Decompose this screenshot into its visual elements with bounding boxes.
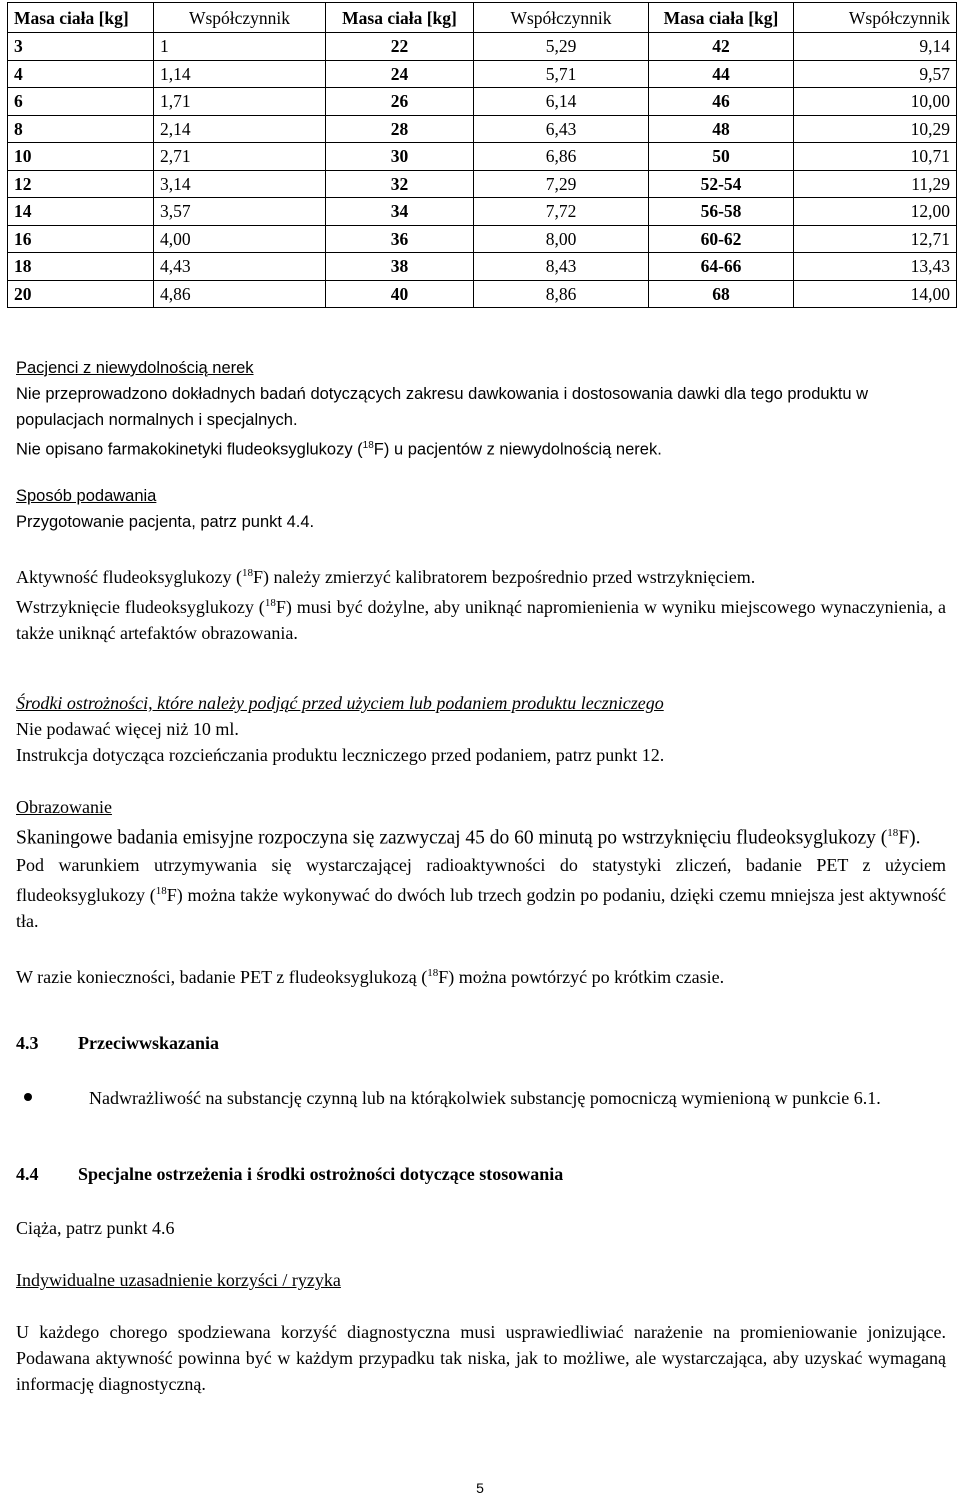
table-cell-coefficient: 2,71 — [154, 143, 326, 171]
table-cell-coefficient: 6,43 — [474, 115, 649, 143]
imaging-paragraph-2: Pod warunkiem utrzymywania się wystarczającej radioaktywności do statystyki zliczeń, badanie PET z użyciem fludeoksyglukozy ($^{18}$F) można także wykonywać do dwóch lub trzech godzin po podaniu, dzięki czemu mniejsza jest aktywność tła. — [16, 854, 946, 931]
table-row — [8, 33, 957, 61]
renal-paragraph-2: Nie opisano farmakokinetyki fludeoksyglukozy ($^{18}$F) u pacjentów z niewydolnością nerek. — [16, 440, 662, 459]
table-cell-mass: 34 — [326, 198, 474, 226]
precautions-line-1: Nie podawać więcej niż 10 ml. — [16, 719, 239, 739]
table-cell-coefficient: 4,43 — [154, 253, 326, 281]
table-cell-coefficient: 4,86 — [154, 280, 326, 308]
table-cell-coefficient: 1,71 — [154, 88, 326, 116]
table-cell-mass: 22 — [326, 33, 474, 61]
table-cell-coefficient: 7,29 — [474, 170, 649, 198]
table-cell-mass: 48 — [649, 115, 794, 143]
risk-title-block — [16, 1267, 946, 1293]
section-4-3-heading — [16, 1033, 219, 1054]
table-cell-mass: 26 — [326, 88, 474, 116]
risk-title: Indywidualne uzasadnienie korzyści / ryzyka — [16, 1270, 341, 1290]
table-cell-coefficient: 10,29 — [794, 115, 957, 143]
table-cell-coefficient: 4,00 — [154, 225, 326, 253]
table-cell-mass: 10 — [8, 143, 154, 171]
table-cell-coefficient: 5,71 — [474, 60, 649, 88]
table-cell-coefficient: 10,00 — [794, 88, 957, 116]
table-cell-coefficient: 6,14 — [474, 88, 649, 116]
table-row — [8, 253, 957, 281]
table-cell-coefficient: 6,86 — [474, 143, 649, 171]
table-cell-mass: 6 — [8, 88, 154, 116]
table-cell-coefficient: 8,86 — [474, 280, 649, 308]
section-4-3-number: 4.3 — [16, 1033, 39, 1053]
table-cell-coefficient: 8,00 — [474, 225, 649, 253]
table-cell-coefficient: 2,14 — [154, 115, 326, 143]
table-cell-mass: 20 — [8, 280, 154, 308]
table-cell-mass: 68 — [649, 280, 794, 308]
table-cell-mass: 30 — [326, 143, 474, 171]
administration-section — [16, 483, 946, 535]
imaging-paragraph-1: Skaningowe badania emisyjne rozpoczyna się zazwyczaj 45 do 60 minutą po wstrzyknięciu fludeoksyglukozy ($^{18}$F). — [16, 827, 921, 849]
header-coef-2: Współczynnik — [474, 3, 649, 33]
table-header-row — [8, 3, 957, 33]
table-cell-coefficient: 12,00 — [794, 198, 957, 226]
contraindication-bullet — [16, 1085, 946, 1111]
dose-coefficient-table — [7, 2, 957, 308]
table-cell-coefficient: 1 — [154, 33, 326, 61]
table-cell-mass: 50 — [649, 143, 794, 171]
section-4-4-heading — [16, 1164, 563, 1185]
table-cell-coefficient: 12,71 — [794, 225, 957, 253]
table-row — [8, 225, 957, 253]
header-mass-1: Masa ciała [kg] — [8, 3, 154, 33]
table-cell-mass: 36 — [326, 225, 474, 253]
table-cell-coefficient: 14,00 — [794, 280, 957, 308]
table-row — [8, 115, 957, 143]
table-cell-mass: 24 — [326, 60, 474, 88]
activity-section — [16, 560, 946, 646]
imaging-title: Obrazowanie — [16, 797, 112, 817]
activity-line-2: Wstrzyknięcie fludeoksyglukozy ($^{18}$F) musi być dożylne, aby uniknąć napromienienia w wyniku miejscowego wynaczynienia, a także uniknąć artefaktów obrazowania. — [16, 597, 946, 643]
renal-paragraph-1: Nie przeprowadzono dokładnych badań dotyczących zakresu dawkowania i dostosowania dawki dla tego produktu w populacjach normalnych i specjalnych. — [16, 385, 869, 429]
table-cell-coefficient: 13,43 — [794, 253, 957, 281]
table-row — [8, 88, 957, 116]
bullet-dot-icon — [24, 1093, 32, 1101]
section-4-3-title: Przeciwwskazania — [78, 1033, 219, 1053]
contraindication-text: Nadwrażliwość na substancję czynną lub na którąkolwiek substancję pomocniczą wymienioną w punkcie 6.1. — [89, 1088, 881, 1108]
table-cell-coefficient: 8,43 — [474, 253, 649, 281]
table-cell-coefficient: 3,14 — [154, 170, 326, 198]
table-cell-mass: 44 — [649, 60, 794, 88]
table-cell-coefficient: 7,72 — [474, 198, 649, 226]
table-row — [8, 170, 957, 198]
table-cell-mass: 8 — [8, 115, 154, 143]
risk-paragraph: U każdego chorego spodziewana korzyść diagnostyczna musi usprawiedliwiać narażenie na promieniowanie jonizujące. Podawana aktywność powinna być w każdym przypadku tak niska, jak to możliwe, ale wystarczająca, aby uzyskać wymaganą informację diagnostyczną. — [16, 1322, 946, 1394]
table-row — [8, 280, 957, 308]
table-cell-mass: 18 — [8, 253, 154, 281]
table-cell-mass: 28 — [326, 115, 474, 143]
header-coef-3: Współczynnik — [794, 3, 957, 33]
table-cell-mass: 16 — [8, 225, 154, 253]
table-cell-mass: 60-62 — [649, 225, 794, 253]
page-number: 5 — [476, 1480, 484, 1496]
precautions-line-2: Instrukcja dotycząca rozcieńczania produktu leczniczego przed podaniem, patrz punkt 12. — [16, 745, 665, 765]
imaging-paragraph-3: W razie konieczności, badanie PET z fludeoksyglukozą ($^{18}$F) można powtórzyć po krótkim czasie. — [16, 966, 725, 987]
table-cell-coefficient: 9,57 — [794, 60, 957, 88]
section-4-4-number: 4.4 — [16, 1164, 39, 1184]
administration-title: Sposób podawania — [16, 487, 157, 505]
table-cell-mass: 52-54 — [649, 170, 794, 198]
header-coef-1: Współczynnik — [154, 3, 326, 33]
section-4-4-title: Specjalne ostrzeżenia i środki ostrożności dotyczące stosowania — [78, 1164, 564, 1184]
administration-paragraph: Przygotowanie pacjenta, patrz punkt 4.4. — [16, 513, 315, 531]
table-row — [8, 143, 957, 171]
renal-title: Pacjenci z niewydolnością nerek — [16, 359, 254, 377]
table-cell-mass: 38 — [326, 253, 474, 281]
table-cell-coefficient: 11,29 — [794, 170, 957, 198]
header-mass-3: Masa ciała [kg] — [649, 3, 794, 33]
precautions-section — [16, 690, 946, 768]
activity-line-1: Aktywność fludeoksyglukozy ($^{18}$F) należy zmierzyć kalibratorem bezpośrednio przed wstrzyknięciem. — [16, 567, 756, 587]
table-cell-mass: 56-58 — [649, 198, 794, 226]
table-cell-coefficient: 5,29 — [474, 33, 649, 61]
precautions-title: Środki ostrożności, które należy podjąć przed użyciem lub podaniem produktu leczniczego — [16, 693, 664, 713]
renal-section — [16, 355, 946, 463]
table-cell-mass: 64-66 — [649, 253, 794, 281]
table-cell-mass: 12 — [8, 170, 154, 198]
table-cell-mass: 14 — [8, 198, 154, 226]
table-cell-coefficient: 3,57 — [154, 198, 326, 226]
table-cell-mass: 40 — [326, 280, 474, 308]
table-cell-mass: 46 — [649, 88, 794, 116]
table-cell-coefficient: 9,14 — [794, 33, 957, 61]
table-cell-mass: 32 — [326, 170, 474, 198]
imaging-section — [16, 794, 946, 990]
table-cell-coefficient: 1,14 — [154, 60, 326, 88]
table-cell-mass: 3 — [8, 33, 154, 61]
pregnancy-note: Ciąża, patrz punkt 4.6 — [16, 1218, 175, 1238]
header-mass-2: Masa ciała [kg] — [326, 3, 474, 33]
table-body — [8, 33, 957, 308]
table-cell-mass: 4 — [8, 60, 154, 88]
table-cell-mass: 42 — [649, 33, 794, 61]
table-cell-coefficient: 10,71 — [794, 143, 957, 171]
table-row — [8, 60, 957, 88]
table-row — [8, 198, 957, 226]
